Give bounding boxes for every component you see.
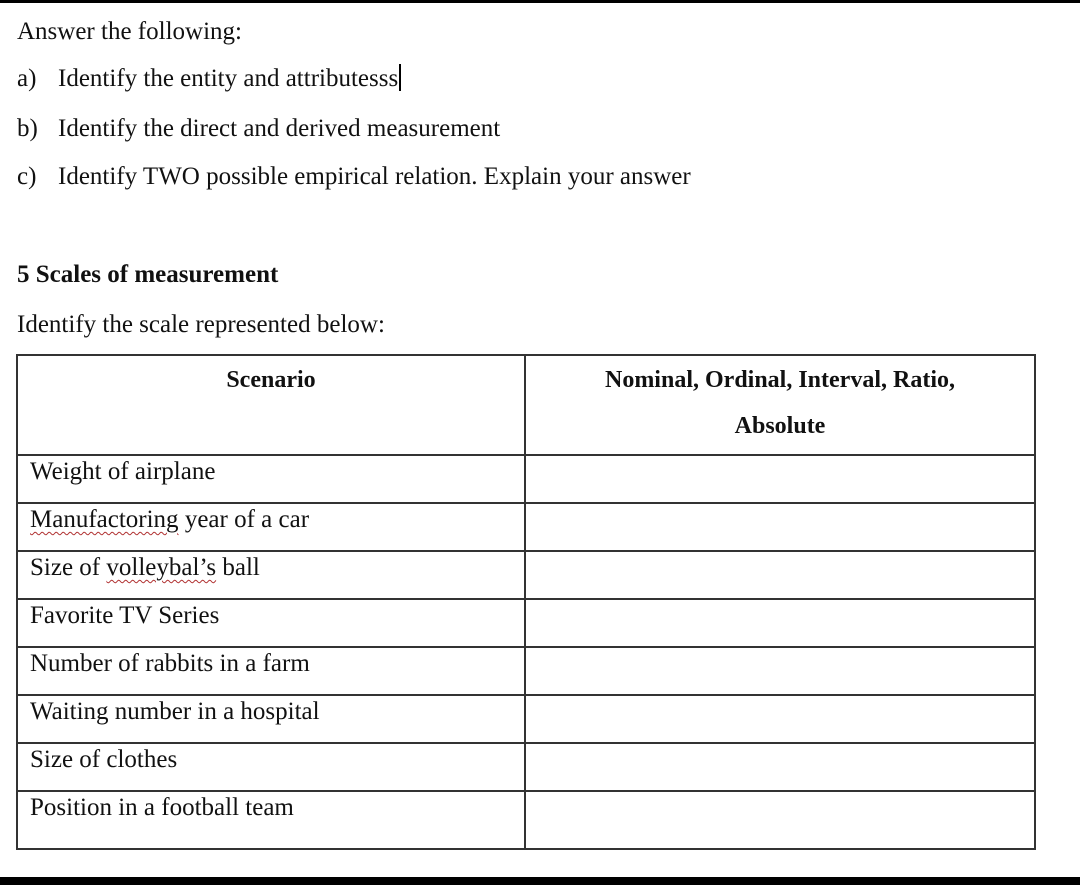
document-page: [0, 3, 1080, 877]
text-cursor: [399, 64, 401, 91]
question-b-text: Identify the direct and derived measurement: [58, 115, 501, 142]
scenario-text: Size of clothes: [30, 746, 178, 773]
answer-cell[interactable]: [525, 647, 1035, 695]
section-title: 5 Scales of measurement: [17, 261, 279, 288]
question-b-marker: b): [17, 115, 38, 142]
scenario-text: Number of rabbits in a farm: [30, 650, 310, 677]
answer-cell[interactable]: [525, 455, 1035, 503]
scenario-cell: [17, 551, 525, 599]
instruction-text: Identify the scale represented below:: [17, 311, 385, 338]
table-row: [17, 791, 1035, 849]
question-c: [17, 162, 691, 192]
scenario-text: Favorite TV Series: [30, 602, 220, 629]
scenario-cell: [17, 455, 525, 503]
spelling-flagged-word: Manufactoring: [30, 506, 179, 533]
answer-cell[interactable]: [525, 791, 1035, 849]
table-row: [17, 455, 1035, 503]
scenario-cell: [17, 503, 525, 551]
table-row: [17, 503, 1035, 551]
answer-cell[interactable]: [525, 743, 1035, 791]
scenario-cell: [17, 695, 525, 743]
answer-cell[interactable]: [525, 503, 1035, 551]
scenario-text-tail: ball: [216, 554, 260, 581]
scenario-text: year of a car: [178, 506, 310, 533]
scales-table: [16, 354, 1036, 850]
scenario-cell: [17, 791, 525, 849]
scenario-text: Weight of airplane: [30, 458, 216, 485]
answer-cell[interactable]: [525, 599, 1035, 647]
scale-header-line2: Absolute: [734, 413, 826, 439]
scenario-text: Size of: [30, 554, 107, 581]
question-a: [17, 64, 401, 94]
scenario-text: Position in a football team: [30, 794, 294, 821]
scenario-cell: [17, 599, 525, 647]
question-b: [17, 114, 500, 144]
intro-text: Answer the following:: [17, 18, 242, 45]
question-c-text: Identify TWO possible empirical relation. Explain your answer: [58, 163, 691, 190]
scenario-header-label: Scenario: [226, 367, 316, 393]
answer-cell[interactable]: [525, 551, 1035, 599]
answer-cell[interactable]: [525, 695, 1035, 743]
question-a-text: Identify the entity and attributesss: [58, 65, 399, 92]
question-a-marker: a): [17, 65, 37, 92]
table-row: [17, 647, 1035, 695]
scale-header: [525, 355, 1035, 455]
scenario-cell: [17, 743, 525, 791]
question-c-marker: c): [17, 163, 37, 190]
table-row: [17, 599, 1035, 647]
scenario-header: [17, 355, 525, 455]
scenario-cell: [17, 647, 525, 695]
scale-header-line1: Nominal, Ordinal, Interval, Ratio,: [604, 367, 955, 393]
table-row: [17, 695, 1035, 743]
table-header-row: [17, 355, 1035, 455]
table-row: [17, 743, 1035, 791]
table-row: [17, 551, 1035, 599]
scenario-text: Waiting number in a hospital: [30, 698, 320, 725]
spelling-flagged-word: volleybal’s: [106, 554, 217, 581]
